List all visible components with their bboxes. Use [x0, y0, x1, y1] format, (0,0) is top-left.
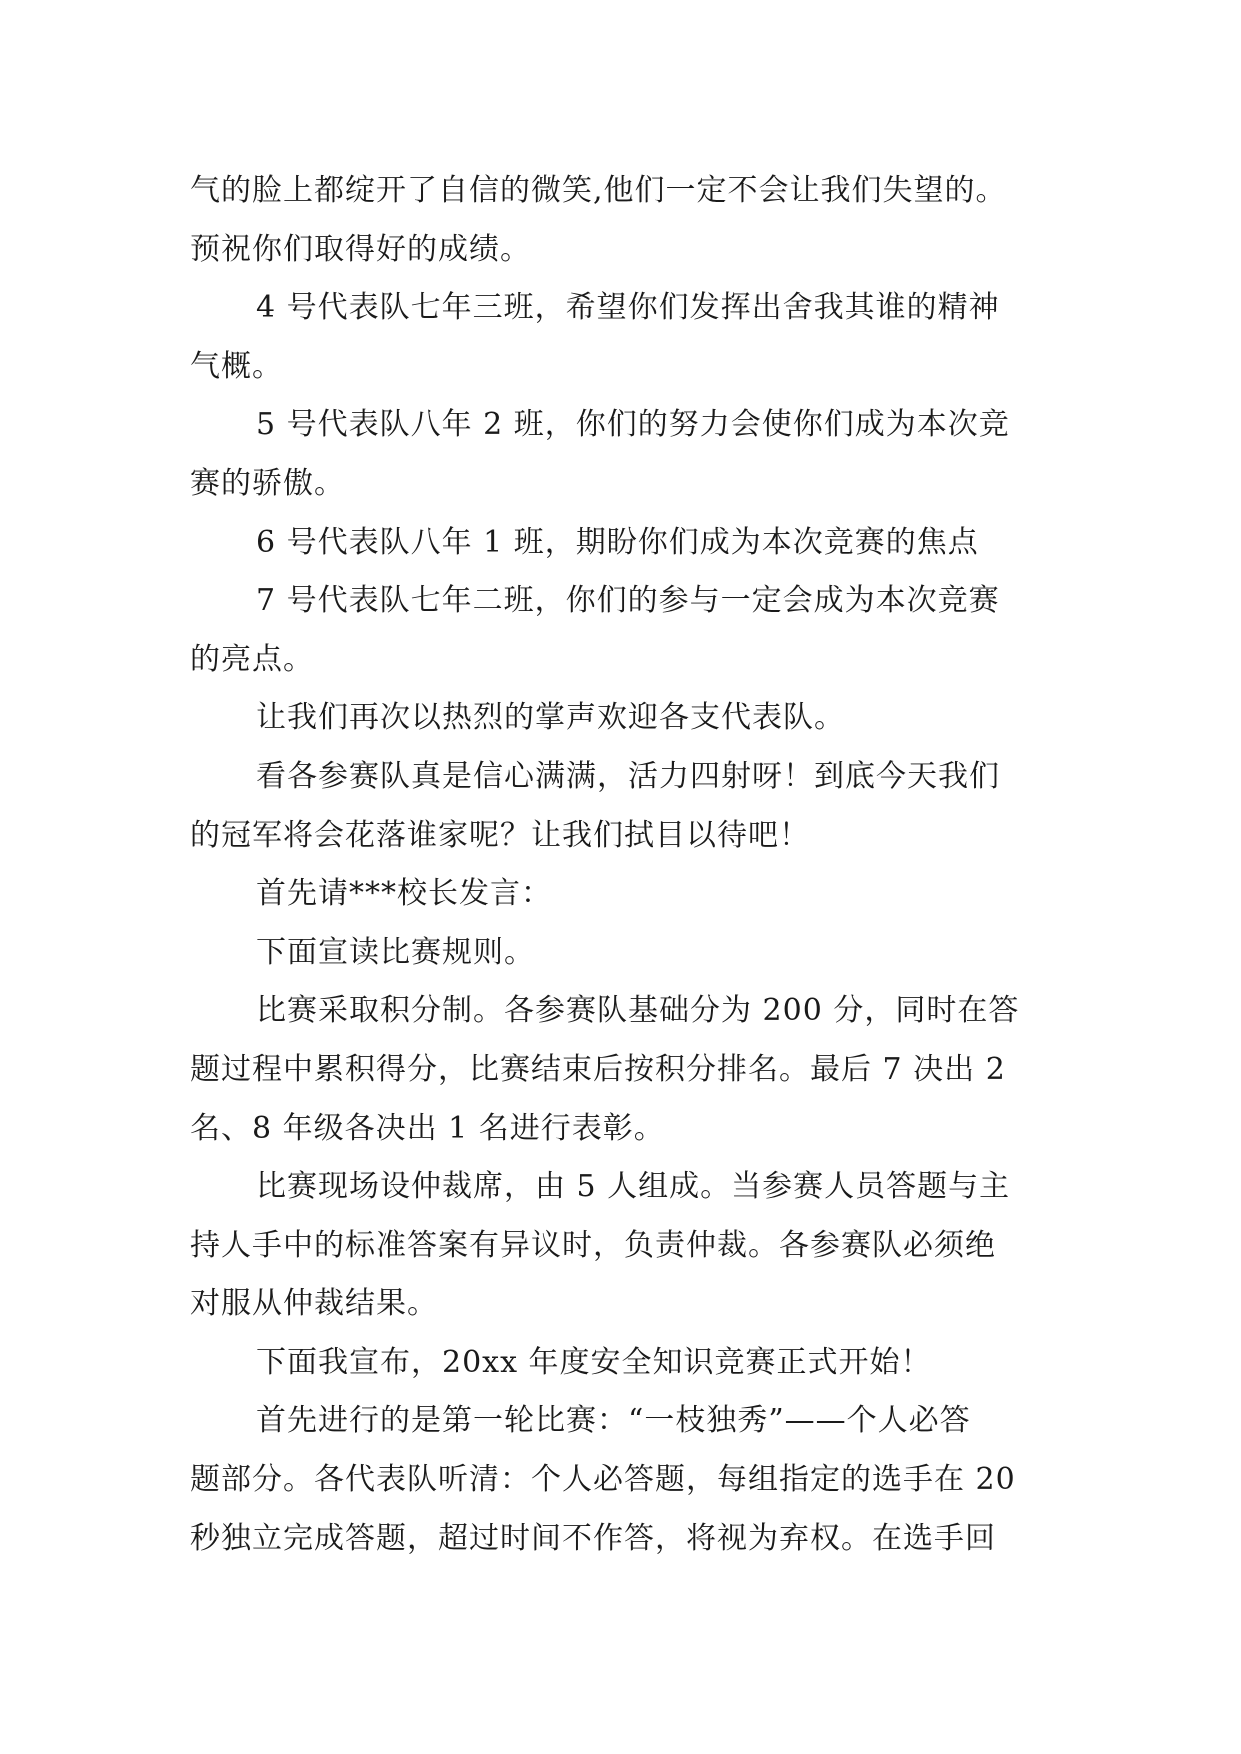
text-line: 赛的骄傲。 [190, 465, 345, 501]
text-line: 气的脸上都绽开了自信的微笑,他们一定不会让我们失望的。 [190, 173, 1007, 208]
text-line: 持人手中的标准答案有异议时，负责仲裁。各参赛队必须绝 [190, 1227, 996, 1263]
text-line: 的亮点。 [190, 641, 314, 677]
text-line: 预祝你们取得好的成绩。 [190, 231, 531, 267]
text-line: 名、8 年级各决出 1 名进行表彰。 [190, 1110, 665, 1146]
text-line: 比赛现场设仲裁席，由 5 人组成。当参赛人员答题与主 [256, 1169, 1011, 1205]
text-line: 下面宣读比赛规则。 [256, 934, 535, 970]
text-line: 气概。 [190, 348, 283, 384]
text-line: 首先请***校长发言： [256, 876, 552, 912]
text-line: 的冠军将会花落谁家呢？让我们拭目以待吧！ [190, 817, 810, 853]
text-line: 让我们再次以热烈的掌声欢迎各支代表队。 [256, 700, 845, 736]
text-line: 比赛采取积分制。各参赛队基础分为 200 分，同时在答 [256, 993, 1020, 1029]
text-line: 7 号代表队七年二班，你们的参与一定会成为本次竞赛 [256, 583, 1000, 619]
text-line: 首先进行的是第一轮比赛：“一枝独秀”——个人必答 [256, 1403, 971, 1439]
text-line: 秒独立完成答题，超过时间不作答，将视为弃权。在选手回 [190, 1520, 996, 1556]
text-line: 题部分。各代表队听清：个人必答题，每组指定的选手在 20 [190, 1462, 1016, 1498]
text-line: 对服从仲裁结果。 [190, 1286, 438, 1322]
text-line: 下面我宣布，20xx 年度安全知识竞赛正式开始！ [256, 1344, 932, 1380]
body-text [190, 162, 1070, 1568]
text-line: 6 号代表队八年 1 班，期盼你们成为本次竞赛的焦点 [256, 524, 979, 560]
text-line: 题过程中累积得分，比赛结束后按积分排名。最后 7 决出 2 [190, 1051, 1006, 1087]
text-line: 看各参赛队真是信心满满，活力四射呀！到底今天我们 [256, 758, 1000, 794]
text-line: 4 号代表队七年三班，希望你们发挥出舍我其谁的精神 [256, 290, 1000, 326]
text-line: 5 号代表队八年 2 班，你们的努力会使你们成为本次竞 [256, 407, 1010, 443]
